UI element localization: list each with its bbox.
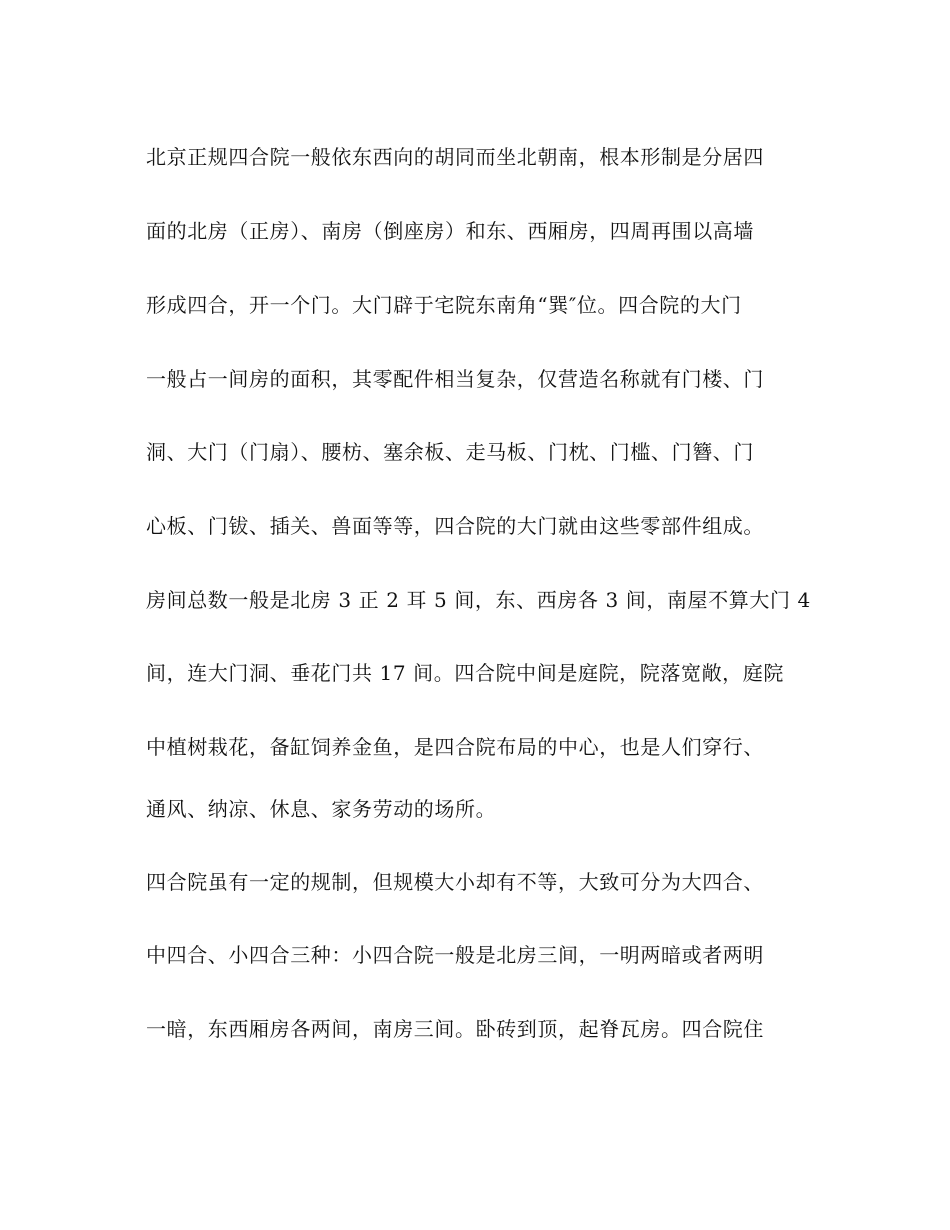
text-line: 四合院虽有一定的规制，但规模大小却有不等，大致可分为大四合、 xyxy=(146,870,764,894)
text-line: 一般占一间房的面积，其零配件相当复杂，仅营造名称就有门楼、门 xyxy=(146,367,764,391)
text-line: 心板、门钹、插关、兽面等等，四合院的大门就由这些零部件组成。 xyxy=(146,514,764,538)
text-line: 一暗，东西厢房各两间，南房三间。卧砖到顶，起脊瓦房。四合院住 xyxy=(146,1017,764,1041)
text-line: 中植树栽花，备缸饲养金鱼，是四合院布局的中心，也是人们穿行、 xyxy=(146,735,764,759)
text-line: 形成四合，开一个门。大门辟于宅院东南角“巽″位。四合院的大门 xyxy=(146,293,742,317)
text-line: 中四合、小四合三种：小四合院一般是北房三间，一明两暗或者两明 xyxy=(146,943,764,967)
text-line: 面的北房（正房）、南房（倒座房）和东、西厢房，四周再围以高墙 xyxy=(146,219,754,243)
text-line: 洞、大门（门扇）、腰枋、塞余板、走马板、门枕、门槛、门簪、门 xyxy=(146,440,754,464)
text-line: 间，连大门洞、垂花门共 17 间。四合院中间是庭院，院落宽敞，庭院 xyxy=(146,661,784,685)
text-line: 房间总数一般是北房 3 正 2 耳 5 间，东、西房各 3 间，南屋不算大门 4 xyxy=(146,588,811,612)
text-line: 通风、纳凉、休息、家务劳动的场所。 xyxy=(146,797,497,821)
text-line: 北京正规四合院一般依东西向的胡同而坐北朝南，根本形制是分居四 xyxy=(146,145,764,169)
